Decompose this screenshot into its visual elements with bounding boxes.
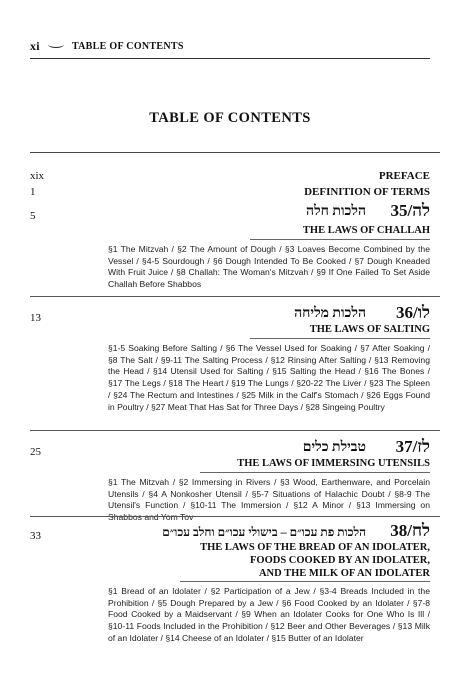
toc-page-number: xix: [30, 170, 45, 182]
toc-page-number: 1: [30, 186, 36, 198]
chapter-number: לה/35: [390, 201, 430, 220]
english-title-line: THE LAWS OF THE BREAD OF AN IDOLATER,: [200, 542, 430, 553]
hebrew-title: טבילת כלים: [302, 440, 366, 455]
topics-list: §1 The Mitzvah / §2 The Amount of Dough / §3 Loaves Become Combined by the Vessel / §4-5 Sourdough / §6 Dough Intended To Be Cooked / §7 Dough Kneaded With Fruit Juice / §8 Challah: The Woman's Mitzvah / §9 If One Failed To Set Aside Challah Before Shabbos: [108, 244, 430, 290]
header-rule: [30, 58, 430, 59]
english-title: [60, 323, 430, 336]
chapter-number: לו/36: [395, 303, 430, 322]
topics-list: §1 Bread of an Idolater / §2 Participation of a Jew / §3-4 Breads Included in the Prohibition / §5 Dough Prepared by a Jew / §6 Food Cooked by an Idolater / §7-8 Food Cooked by a Maidservant / §9 When an Idolater Cooks for One Who Is Ill / §10-11 Foods Included in the Prohibition / §12 Beer and Other Beverages / §13 Milk of an Idolater / §14 Cheese of an Idolater / §15 Butter of an Idolater: [108, 586, 430, 643]
toc-section-challah[interactable]: [30, 201, 430, 306]
section-divider: [30, 516, 440, 517]
toc-entry-label: PREFACE: [378, 170, 430, 182]
toc-section-salting[interactable]: [30, 303, 430, 434]
english-title-line: THE LAWS OF SALTING: [309, 324, 430, 335]
running-head: [30, 38, 430, 54]
title-underline: [250, 239, 430, 240]
english-title-line: THE LAWS OF IMMERSING UTENSILS: [237, 458, 430, 469]
english-title-line: FOODS COOKED BY AN IDOLATER,: [250, 555, 430, 566]
hebrew-title: הלכות חלה: [306, 204, 366, 219]
english-title-line: THE LAWS OF CHALLAH: [302, 225, 430, 236]
title-underline: [250, 338, 430, 339]
section-divider: [30, 430, 440, 431]
title-underline: [180, 581, 430, 582]
toc-section-idolater[interactable]: [30, 521, 430, 674]
toc-section-immersing[interactable]: [30, 437, 430, 523]
english-title-line: AND THE MILK OF AN IDOLATER: [258, 568, 430, 579]
hebrew-title: הלכות מליחה: [294, 306, 366, 321]
hebrew-title: הלכות פת עכו״ם – בישולי עכו״ם וחלב עכו״ם: [162, 525, 366, 539]
section-divider: [30, 296, 440, 297]
english-title: [60, 541, 430, 580]
chapter-number: לז/37: [395, 437, 430, 456]
title-rule: [30, 152, 440, 153]
toc-page-number: 25: [30, 446, 41, 458]
toc-entry-label: DEFINITION OF TERMS: [304, 186, 430, 198]
page-title: TABLE OF CONTENTS: [149, 110, 311, 126]
english-title: [60, 224, 430, 237]
chapter-number: לח/38: [390, 521, 430, 540]
toc-page-number: 33: [30, 530, 41, 542]
title-underline: [200, 472, 430, 473]
toc-entry-preface[interactable]: [30, 170, 430, 185]
ornament-icon: [48, 41, 64, 48]
topics-list: §1-5 Soaking Before Salting / §6 The Vessel Used for Soaking / §7 After Soaking / §8 The Salt / §9-11 The Salting Process / §12 Rinsing After Salting / §13 Removing the Head / §14 Utensil Used for Salting / §15 Salting the Head / §16 The Bones / §17 The Legs / §18 The Heart / §19 The Lungs / §20-22 The Liver / §23 The Spleen / §24 The Rectum and Intestines / §25 Milk in the Calf's Stomach / §26 Eggs Found in Poultry / §27 Meat That Has Sat for Three Days / §28 Singeing Poultry: [108, 343, 430, 412]
running-head-title: TABLE OF CONTENTS: [71, 40, 184, 52]
toc-page-number: 5: [30, 210, 36, 222]
page-folio: xi: [30, 38, 40, 53]
english-title: [60, 457, 430, 470]
topics-list: §1 The Mitzvah / §2 Immersing in Rivers / §3 Wood, Earthenware, and Porcelain Utensils / §4 A Nonkosher Utensil / §5-7 Situations of Halachic Doubt / §8-9 The Utensil's Function / §10-11 The Immersion / §12 A Minor / §13 Immersing on Shabbos and Yom Tov: [108, 477, 430, 523]
toc-page-number: 13: [30, 312, 41, 324]
toc-entry-definitions[interactable]: [30, 186, 430, 201]
